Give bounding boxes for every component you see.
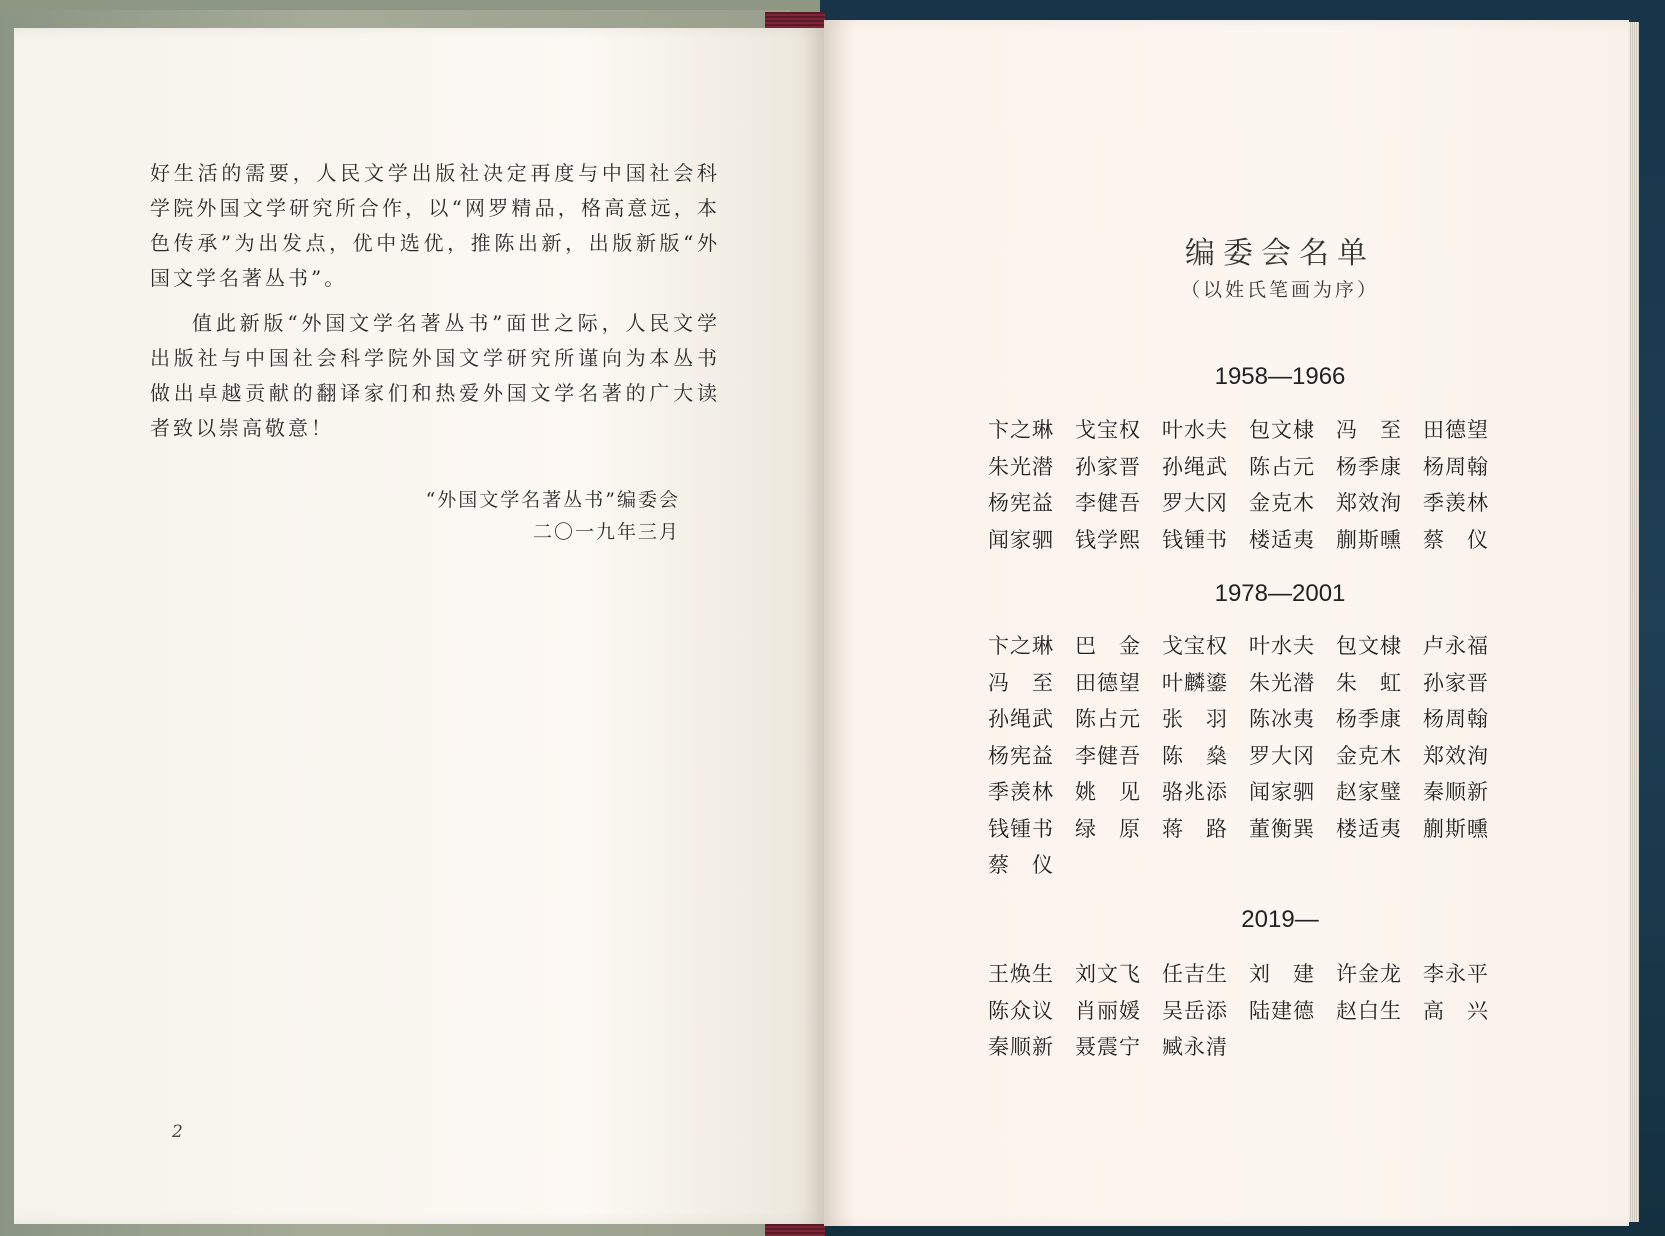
committee-member-name: 朱 虹 xyxy=(1336,670,1402,695)
committee-member-name: 罗大冈 xyxy=(1249,743,1315,768)
committee-member-name: 李健吾 xyxy=(1075,491,1141,515)
committee-member-name: 董衡巽 xyxy=(1249,816,1315,841)
committee-member-name: 李永平 xyxy=(1423,962,1489,986)
committee-member-name: 蔡 仪 xyxy=(988,853,1054,877)
committee-member-name: 陈 燊 xyxy=(1162,743,1228,768)
committee-member-name: 陈众议 xyxy=(988,998,1054,1023)
period-heading-1: 1958—1966 xyxy=(1214,363,1346,390)
committee-member-name: 楼适夷 xyxy=(1336,816,1402,841)
name-list-2019 xyxy=(988,956,1508,1066)
page-subtitle: （以姓氏笔画为序） xyxy=(1180,279,1379,301)
committee-member-name: 包文棣 xyxy=(1249,418,1315,442)
committee-member-name: 秦顺新 xyxy=(1423,780,1489,804)
committee-member-name: 戈宝权 xyxy=(1075,418,1141,442)
committee-member-name: 张 羽 xyxy=(1162,707,1228,731)
committee-member-name: 钱学熙 xyxy=(1075,527,1141,552)
page-edges xyxy=(1629,22,1639,1222)
committee-member-name: 杨宪益 xyxy=(988,743,1054,768)
committee-member-name: 杨宪益 xyxy=(988,491,1054,515)
committee-member-name: 姚 见 xyxy=(1075,780,1141,804)
committee-member-name: 孙家晋 xyxy=(1423,670,1489,695)
committee-member-name: 高 兴 xyxy=(1423,998,1489,1023)
committee-member-name: 郑效洵 xyxy=(1423,743,1489,768)
committee-member-name: 卞之琳 xyxy=(988,634,1054,658)
committee-member-name: 杨周翰 xyxy=(1423,454,1489,479)
name-list-1978-2001 xyxy=(988,628,1508,884)
paragraph-1: 好生活的需要，人民文学出版社决定再度与中国社会科学院外国文学研究所合作，以“网罗精品，格高意远，本色传承”为出发点，优中选优，推陈出新，出版新版“外国文学名著丛书”。 xyxy=(150,161,720,290)
committee-member-name: 孙绳武 xyxy=(988,707,1054,731)
signature-org: “外国文学名著丛书”编委会 xyxy=(425,489,680,511)
name-list-1958-1966 xyxy=(988,412,1508,558)
committee-member-name: 罗大冈 xyxy=(1162,491,1228,515)
committee-member-name: 叶水夫 xyxy=(1249,634,1315,658)
committee-member-name: 陈占元 xyxy=(1075,707,1141,731)
committee-member-name: 季羡林 xyxy=(988,780,1054,804)
committee-member-name: 戈宝权 xyxy=(1162,634,1228,658)
committee-member-name: 聂震宁 xyxy=(1075,1035,1141,1059)
committee-member-name: 陈占元 xyxy=(1249,454,1315,479)
committee-member-name: 朱光潜 xyxy=(1249,670,1315,695)
committee-member-name: 巴 金 xyxy=(1075,634,1141,658)
committee-member-name: 蔡 仪 xyxy=(1423,527,1489,552)
committee-member-name: 蒯斯曛 xyxy=(1336,527,1402,552)
committee-member-name: 陆建德 xyxy=(1249,998,1315,1023)
committee-member-name: 田德望 xyxy=(1075,670,1141,695)
committee-member-name: 闻家驷 xyxy=(1249,780,1315,804)
committee-member-name: 赵家璧 xyxy=(1336,780,1402,804)
committee-member-name: 李健吾 xyxy=(1075,743,1141,768)
committee-member-name: 朱光潜 xyxy=(988,454,1054,479)
committee-member-name: 郑效洵 xyxy=(1336,491,1402,515)
committee-member-name: 包文棣 xyxy=(1336,634,1402,658)
committee-member-name: 赵白生 xyxy=(1336,998,1402,1023)
committee-member-name: 钱锺书 xyxy=(988,816,1054,841)
committee-member-name: 蒋 路 xyxy=(1162,816,1228,841)
committee-member-name: 楼适夷 xyxy=(1249,527,1315,552)
committee-member-name: 臧永清 xyxy=(1162,1035,1228,1059)
committee-member-name: 卢永福 xyxy=(1423,634,1489,658)
committee-member-name: 陈冰夷 xyxy=(1249,707,1315,731)
committee-member-name: 许金龙 xyxy=(1336,962,1402,986)
committee-member-name: 骆兆添 xyxy=(1162,780,1228,804)
period-heading-2: 1978—2001 xyxy=(1214,580,1346,607)
committee-member-name: 绿 原 xyxy=(1075,816,1141,841)
committee-member-name: 金克木 xyxy=(1336,743,1402,768)
committee-member-name: 吴岳添 xyxy=(1162,998,1228,1023)
committee-member-name: 冯 至 xyxy=(988,670,1054,695)
committee-member-name: 杨季康 xyxy=(1336,707,1402,731)
committee-member-name: 任吉生 xyxy=(1162,962,1228,986)
committee-member-name: 肖丽媛 xyxy=(1075,998,1141,1023)
committee-member-name: 王焕生 xyxy=(988,962,1054,986)
committee-member-name: 杨季康 xyxy=(1336,454,1402,479)
committee-member-name: 金克木 xyxy=(1249,491,1315,515)
committee-member-name: 季羡林 xyxy=(1423,491,1489,515)
committee-member-name: 杨周翰 xyxy=(1423,707,1489,731)
committee-member-name: 刘文飞 xyxy=(1075,962,1141,986)
committee-member-name: 孙家晋 xyxy=(1075,454,1141,479)
signature-date: 二〇一九年三月 xyxy=(532,521,680,543)
committee-member-name: 叶麟鎏 xyxy=(1162,670,1228,695)
committee-member-name: 秦顺新 xyxy=(988,1035,1054,1059)
committee-member-name: 闻家驷 xyxy=(988,527,1054,552)
paragraph-2: 值此新版“外国文学名著丛书”面世之际，人民文学出版社与中国社会科学院外国文学研究所谨向为本丛书做出卓越贡献的翻译家们和热爱外国文学名著的广大读者致以崇高敬意！ xyxy=(150,311,720,440)
page-number: 2 xyxy=(172,1122,183,1142)
committee-member-name: 卞之琳 xyxy=(988,418,1054,442)
left-page-body xyxy=(150,156,720,456)
committee-member-name: 叶水夫 xyxy=(1162,418,1228,442)
committee-member-name: 孙绳武 xyxy=(1162,454,1228,479)
period-heading-3: 2019— xyxy=(1241,906,1319,933)
committee-member-name: 刘 建 xyxy=(1249,962,1315,986)
committee-member-name: 冯 至 xyxy=(1336,418,1402,442)
committee-member-name: 田德望 xyxy=(1423,418,1489,442)
committee-member-name: 蒯斯曛 xyxy=(1423,816,1489,841)
page-title: 编委会名单 xyxy=(1185,236,1375,271)
committee-member-name: 钱锺书 xyxy=(1162,527,1228,552)
